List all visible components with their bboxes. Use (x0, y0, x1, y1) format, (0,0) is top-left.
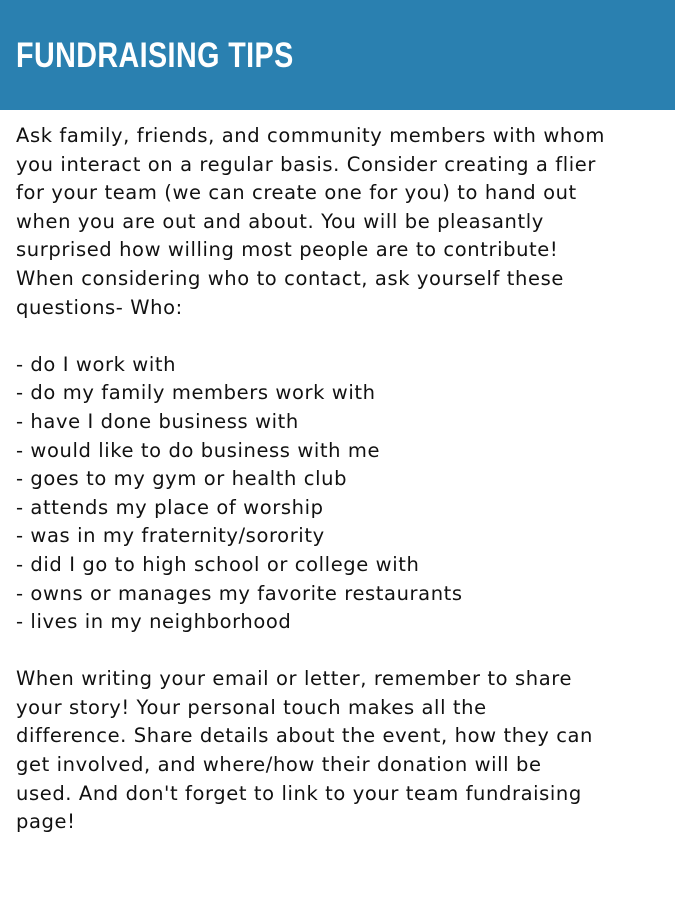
closing-line: your story! Your personal touch makes all the (16, 695, 487, 719)
closing-line: difference. Share details about the event, how they can (16, 724, 594, 748)
list-item: - attends my place of worship (16, 495, 324, 519)
closing-line: used. And don't forget to link to your team fundraising (16, 781, 582, 805)
header-bar (0, 0, 675, 110)
list-item: - goes to my gym or health club (16, 467, 348, 491)
list-item: - was in my fraternity/sorority (16, 524, 325, 548)
who-list (16, 351, 666, 637)
page-title: FUNDRAISING TIPS (16, 36, 294, 75)
closing-paragraph (16, 665, 666, 837)
paragraph-spacer (16, 322, 666, 351)
intro-paragraph (16, 122, 666, 322)
closing-line: page! (16, 810, 76, 834)
closing-line: When writing your email or letter, remember to share (16, 667, 573, 691)
paragraph-spacer (16, 637, 666, 666)
list-item: - have I done business with (16, 409, 299, 433)
closing-line: get involved, and where/how their donation will be (16, 753, 542, 777)
list-item: - do my family members work with (16, 381, 376, 405)
intro-line: surprised how willing most people are to contribute! (16, 238, 559, 262)
intro-line: for your team (we can create one for you) to hand out (16, 181, 577, 205)
list-item: - did I go to high school or college with (16, 552, 420, 576)
intro-line: questions- Who: (16, 295, 183, 319)
intro-line: When considering who to contact, ask yourself these (16, 266, 564, 290)
intro-line: Ask family, friends, and community members with whom (16, 124, 605, 147)
tips-body (16, 122, 666, 837)
list-item: - would like to do business with me (16, 438, 381, 462)
intro-line: you interact on a regular basis. Consider creating a flier (16, 152, 596, 176)
list-item: - do I work with (16, 352, 177, 376)
list-item: - lives in my neighborhood (16, 610, 292, 634)
intro-line: when you are out and about. You will be pleasantly (16, 209, 544, 233)
list-item: - owns or manages my favorite restaurants (16, 581, 463, 605)
